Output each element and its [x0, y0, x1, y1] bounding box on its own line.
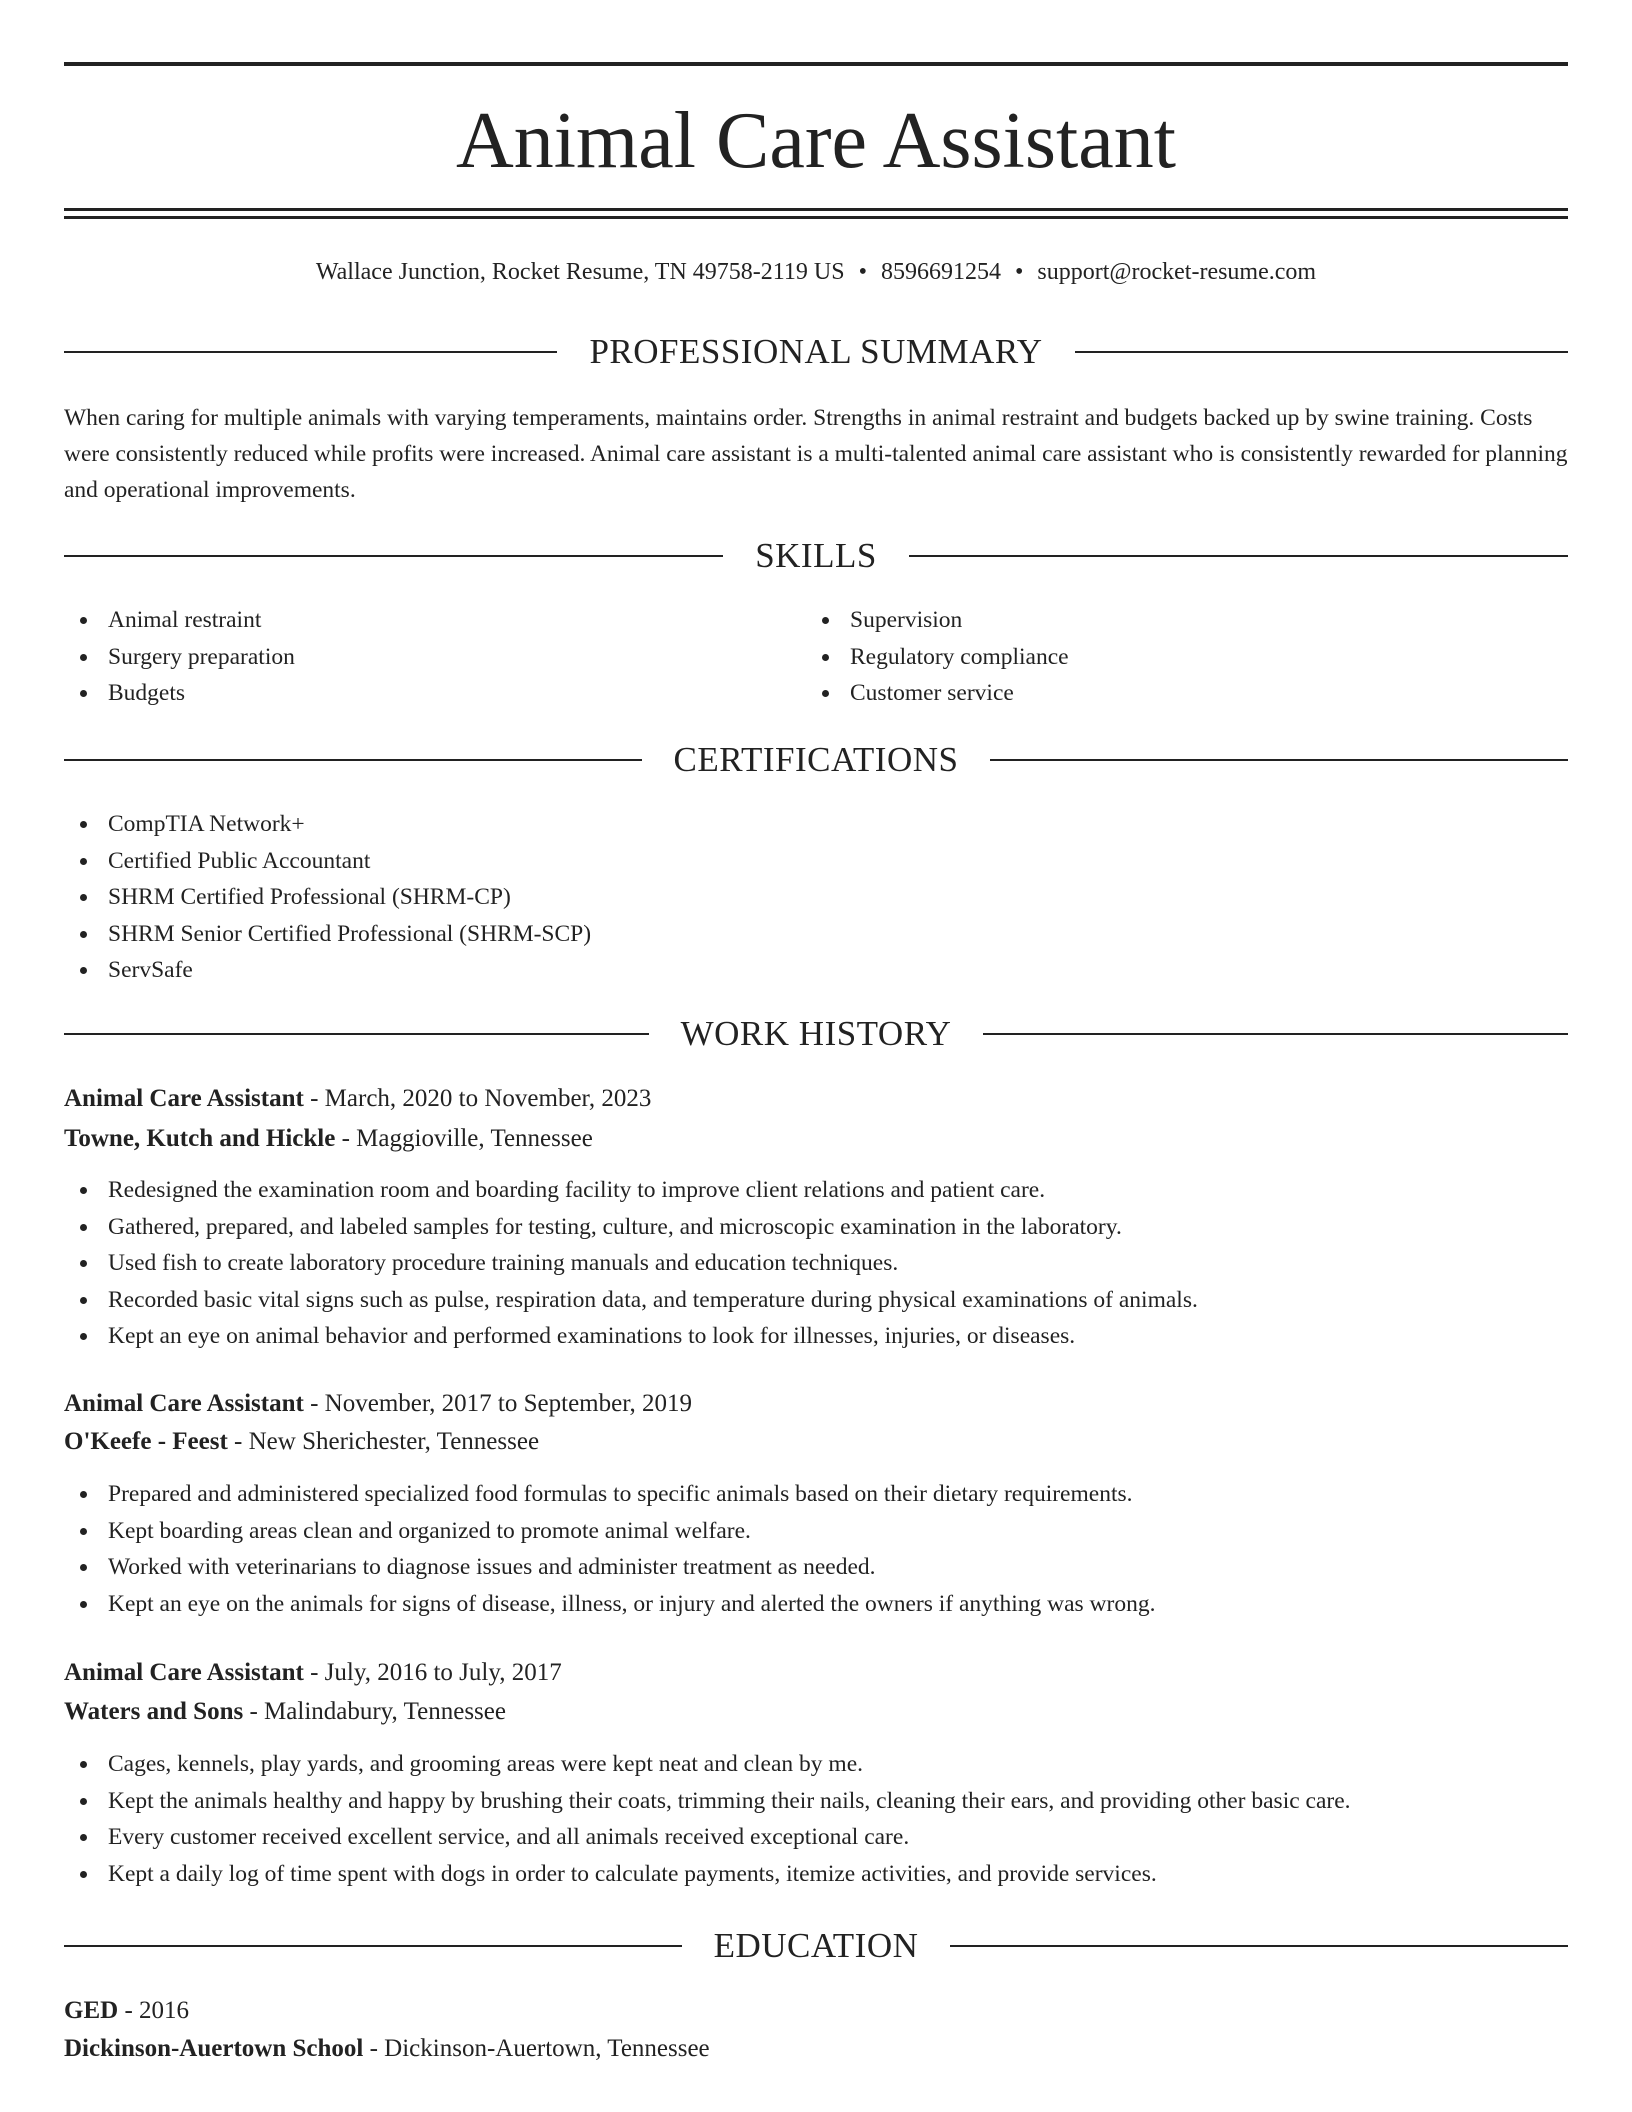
- job-duties-list: [64, 1746, 1568, 1892]
- skills-list-right: [806, 602, 1546, 712]
- certification-item: SHRM Senior Certified Professional (SHRM-SCP): [64, 916, 1568, 953]
- heading-rule: [64, 1033, 649, 1035]
- heading-rule: [990, 759, 1568, 761]
- skill-item: Budgets: [64, 675, 804, 712]
- certification-item: ServSafe: [64, 952, 1568, 989]
- heading-rule: [909, 555, 1568, 557]
- job-title-line: [64, 1385, 1568, 1423]
- skill-item: Animal restraint: [64, 602, 804, 639]
- section-title: CERTIFICATIONS: [673, 740, 959, 779]
- education-location: - Dickinson-Auertown, Tennessee: [363, 2035, 710, 2062]
- skills-list-left: [64, 602, 804, 712]
- job-company-line: [64, 1423, 1568, 1461]
- job-duty-item: Kept a daily log of time spent with dogs in order to calculate payments, itemize activities, and provide services.: [64, 1856, 1568, 1893]
- certification-item: SHRM Certified Professional (SHRM-CP): [64, 879, 1568, 916]
- heading-rule: [950, 1945, 1568, 1947]
- heading-rule: [64, 1945, 682, 1947]
- job-duty-item: Redesigned the examination room and boarding facility to improve client relations and patient care.: [64, 1172, 1568, 1209]
- job-dates: - March, 2020 to November, 2023: [303, 1085, 652, 1112]
- skill-item: Supervision: [806, 602, 1546, 639]
- job-title-line: [64, 1080, 1568, 1118]
- job-dates: - July, 2016 to July, 2017: [303, 1659, 562, 1686]
- education-school: Dickinson-Auertown School: [64, 2035, 364, 2062]
- contact-line: [64, 254, 1568, 290]
- job-company: Towne, Kutch and Hickle: [64, 1125, 336, 1152]
- heading-rule: [64, 351, 557, 353]
- heading-rule: [1075, 351, 1568, 353]
- section-heading-summary: [64, 330, 1568, 374]
- job-company: O'Keefe - Feest: [64, 1428, 228, 1455]
- job-duties-list: [64, 1476, 1568, 1622]
- job-company: Waters and Sons: [64, 1698, 244, 1725]
- summary-text: When caring for multiple animals with varying temperaments, maintains order. Strengths in animal restraint and budgets backed up by swine training. Costs were consistently reduced while profits were increased. Animal care assistant is a multi-talented animal care assistant who is consistently rewarded for planning and operational improvements.: [64, 405, 1568, 503]
- job-duty-item: Kept an eye on the animals for signs of disease, illness, or injury and alerted the owners if anything was wrong.: [64, 1586, 1568, 1623]
- top-rule: [64, 62, 1568, 66]
- heading-rule: [64, 555, 723, 557]
- job-duties-list: [64, 1172, 1568, 1355]
- education-degree-line: [64, 1992, 1568, 2030]
- double-rule-upper: [64, 208, 1568, 211]
- job-duty-item: Gathered, prepared, and labeled samples for testing, culture, and microscopic examination in the laboratory.: [64, 1209, 1568, 1246]
- skill-item: Regulatory compliance: [806, 639, 1546, 676]
- job-duty-item: Kept an eye on animal behavior and performed examinations to look for illnesses, injuries, or diseases.: [64, 1318, 1568, 1355]
- double-rule-lower: [64, 216, 1568, 219]
- contact-email: support@rocket-resume.com: [1037, 259, 1317, 285]
- job-duty-item: Kept boarding areas clean and organized to promote animal welfare.: [64, 1513, 1568, 1550]
- heading-rule: [983, 1033, 1568, 1035]
- resume-name: Animal Care Assistant: [456, 97, 1176, 185]
- education-school-line: [64, 2030, 1568, 2068]
- section-title: EDUCATION: [713, 1926, 919, 1965]
- job-duty-item: Prepared and administered specialized food formulas to specific animals based on their dietary requirements.: [64, 1476, 1568, 1513]
- section-title: SKILLS: [755, 536, 877, 575]
- job-duty-item: Kept the animals healthy and happy by brushing their coats, trimming their nails, cleaning their ears, and providing other basic care.: [64, 1783, 1568, 1820]
- education-year: - 2016: [118, 1997, 190, 2024]
- job-duty-item: Cages, kennels, play yards, and grooming areas were kept neat and clean by me.: [64, 1746, 1568, 1783]
- certification-item: Certified Public Accountant: [64, 843, 1568, 880]
- education-degree: GED: [64, 1997, 119, 2024]
- job-company-line: [64, 1693, 1568, 1731]
- job-duty-item: Worked with veterinarians to diagnose issues and administer treatment as needed.: [64, 1549, 1568, 1586]
- job-duty-item: Every customer received excellent service, and all animals received exceptional care.: [64, 1819, 1568, 1856]
- section-heading-skills: [64, 534, 1568, 578]
- section-title: WORK HISTORY: [680, 1014, 952, 1053]
- contact-address: Wallace Junction, Rocket Resume, TN 49758-2119 US: [315, 259, 845, 285]
- heading-rule: [64, 759, 642, 761]
- contact-separator: •: [1014, 259, 1024, 285]
- job-title: Animal Care Assistant: [64, 1659, 304, 1686]
- section-heading-education: [64, 1924, 1568, 1968]
- job-title: Animal Care Assistant: [64, 1390, 304, 1417]
- job-duty-item: Recorded basic vital signs such as pulse, respiration data, and temperature during physical examinations of animals.: [64, 1282, 1568, 1319]
- job-title: Animal Care Assistant: [64, 1085, 304, 1112]
- section-title: PROFESSIONAL SUMMARY: [589, 332, 1043, 371]
- contact-separator: •: [858, 259, 867, 285]
- section-heading-work-history: [64, 1012, 1568, 1056]
- certification-item: CompTIA Network+: [64, 806, 1568, 843]
- job-company-line: [64, 1120, 1568, 1158]
- job-location: - Malindabury, Tennessee: [243, 1698, 506, 1725]
- job-title-line: [64, 1654, 1568, 1692]
- job-duty-item: Used fish to create laboratory procedure training manuals and education techniques.: [64, 1245, 1568, 1282]
- section-heading-certifications: [64, 738, 1568, 782]
- job-location: - New Sherichester, Tennessee: [227, 1428, 540, 1455]
- contact-phone: 8596691254: [880, 259, 1001, 285]
- job-dates: - November, 2017 to September, 2019: [303, 1390, 693, 1417]
- skill-item: Surgery preparation: [64, 639, 804, 676]
- skill-item: Customer service: [806, 675, 1546, 712]
- certifications-list: [64, 806, 1568, 989]
- job-location: - Maggioville, Tennessee: [335, 1125, 593, 1152]
